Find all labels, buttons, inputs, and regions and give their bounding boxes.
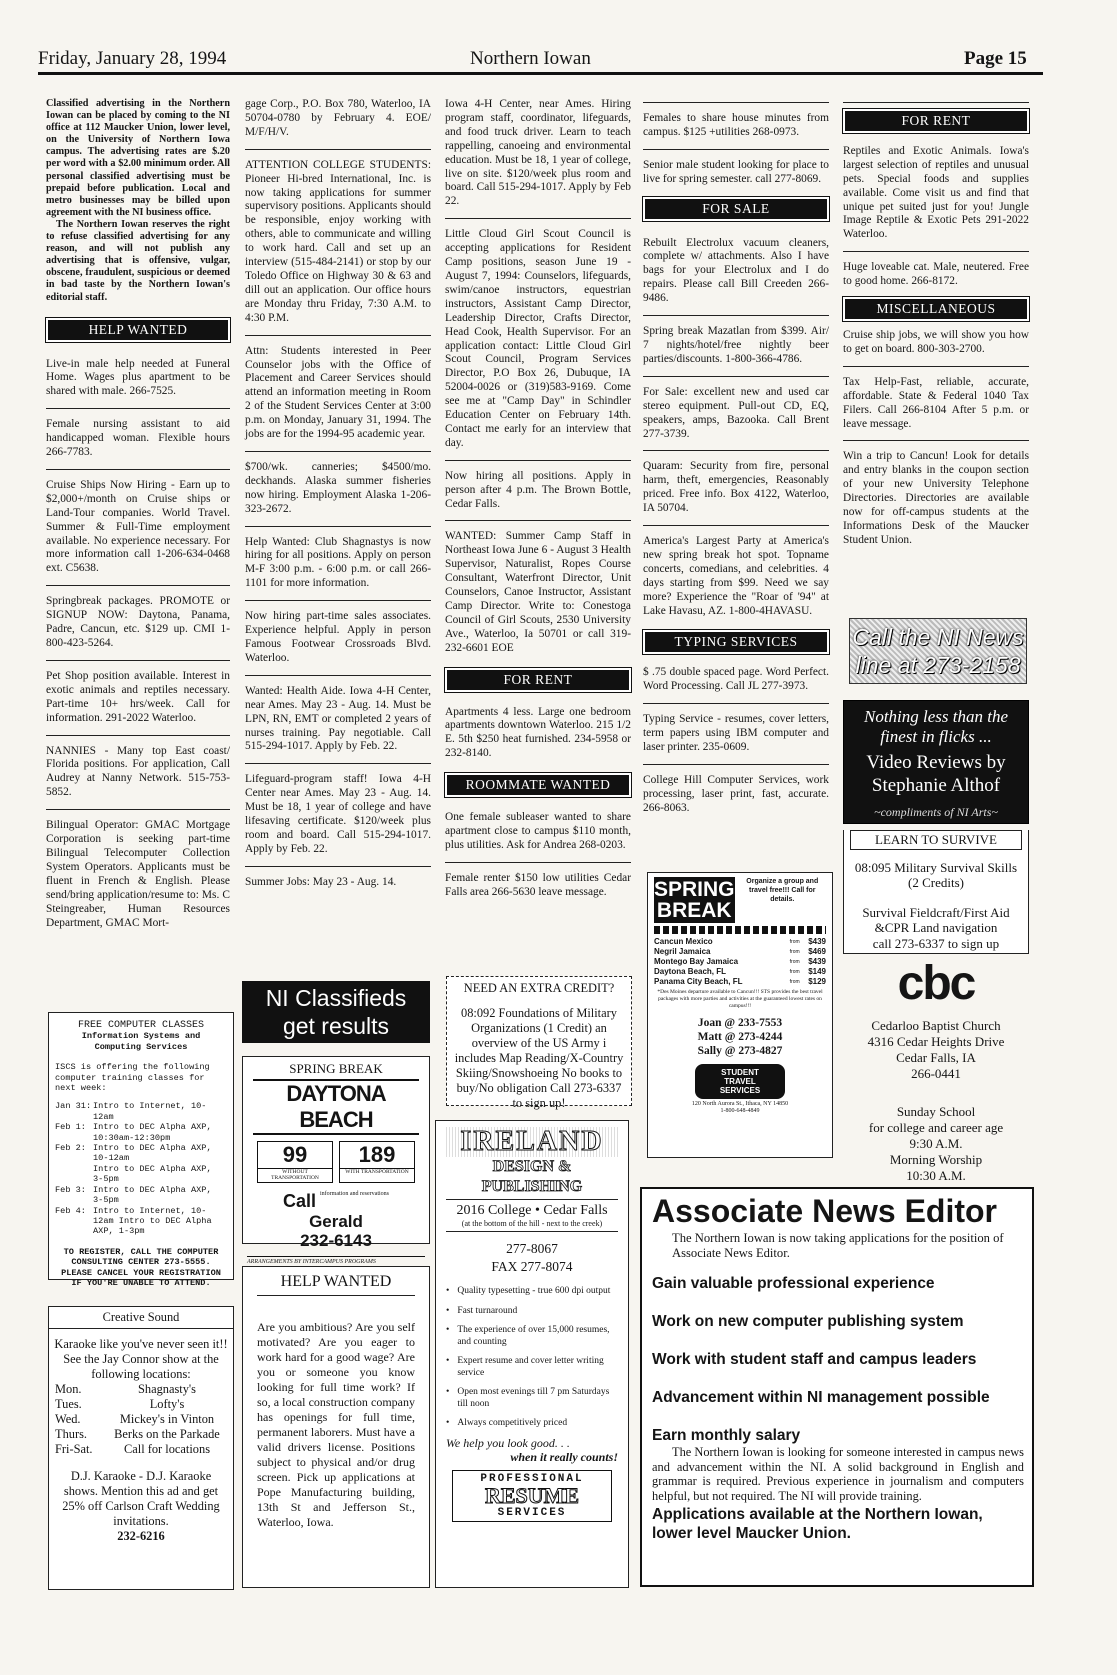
editor-b1: Gain valuable professional experience	[652, 1275, 935, 1292]
sts-dest: Daytona Beach, FL	[654, 967, 727, 976]
nicl-l2: get results	[282, 1013, 390, 1039]
resume-serv: SERVICES	[497, 1506, 567, 1519]
cs-title: Creative Sound	[49, 1307, 233, 1329]
column-3	[445, 98, 631, 900]
daytona-prices	[243, 1141, 429, 1183]
cs-venue: Lofty's	[149, 1397, 185, 1411]
ad-cruise-ship: Cruise ship jobs, we will show you how to get on board. 800-303-2700.	[843, 328, 1029, 355]
video-l3: Video Reviews by	[866, 752, 1006, 773]
cc-date: Feb 2:	[55, 1143, 86, 1154]
ad-college-hill: College Hill Computer Services, work processing, laser print, fast, accurate. 266-8063.	[643, 773, 829, 814]
church-logo: cbc	[897, 957, 975, 1010]
issue-date: Friday, January 28, 1994	[38, 48, 227, 69]
ad-health-aide: Wanted: Health Aide. Iowa 4-H Center, near Ames. May 23 - Aug. 14. Must be LPN, RN, EMT or completed 2 years of nurses training. Pay negotiable. Call 515-294-1017. Apply by Feb. 22.	[245, 684, 431, 753]
feature-item	[446, 1387, 618, 1410]
classified-policy: The Northern Iowan reserves the right to refuse classified advertising for any reason, and will not publish any advertising that is offensive, vulgar, obscene, fraudulent, suspicious or deemed in bad taste by the Northern Iowan's editorial staff.	[46, 218, 230, 303]
ad-cancun-trip: Win a trip to Cancun! Look for details and entry blanks in the coupon section of your new University Telephone Directories. Directories are available now for off-campus students at the Informations Desk of the Maucker Student Union.	[843, 450, 1029, 546]
resume-prof: PROFESSIONAL	[480, 1472, 584, 1485]
church-l4: Morning Worship	[889, 1152, 983, 1167]
cc-sub1: Information Systems and	[81, 1031, 201, 1042]
cc-row	[55, 1164, 227, 1185]
cc-date: Feb 1:	[55, 1122, 86, 1133]
page-number: Page 15	[964, 48, 1027, 69]
cc-row	[55, 1206, 227, 1237]
cs-intro: Karaoke like you've never seen it!!	[54, 1337, 228, 1351]
newsline-l2: line at 273-2158	[855, 652, 1021, 678]
cc-class: Intro to Internet, 10-12am	[93, 1101, 207, 1122]
creative-sound-ad	[48, 1306, 234, 1590]
cs-venue: Shagnasty's	[138, 1382, 196, 1396]
ireland-slogan1: We help you look good. . .	[446, 1435, 570, 1450]
daytona-ad	[242, 1056, 430, 1265]
cs-outro: D.J. Karaoke - D.J. Karaoke shows. Mention this ad and get 25% off Carlson Craft Wedding invitations.	[62, 1469, 220, 1528]
ad-females-share: Females to share house minutes from campus. $125 +utilities 268-0973.	[643, 112, 829, 138]
ad-apartments: Apartments 4 less. Large one bedroom apartments downtown Waterloo. 215 1/2 E. 5th $250 heat furnished. 234-5958 or 232-8140.	[445, 705, 631, 760]
price-1: 99	[282, 1142, 308, 1167]
ad-funeral: Live-in male help needed at Funeral Home. Wages plus apartment to be shared with male. 266-7525.	[46, 357, 230, 398]
sts-fine: *Des Moines departure available to Cancun!!! STS provides the best travel packages with more parties and activities at the guaranteed lowest rates on campus!!!	[657, 989, 823, 1009]
ad-brown-bottle: Now hiring all positions. Apply in person after 4 p.m. The Brown Bottle, Cedar Falls.	[445, 469, 631, 510]
cc-title: FREE COMPUTER CLASSES	[77, 1020, 205, 1031]
feature-text: Always competitively priced	[457, 1418, 568, 1428]
column-5	[843, 98, 1029, 548]
feature-text: Quality typesetting - true 600 dpi output	[457, 1286, 611, 1296]
daytona-arrangements: ARRANGEMENTS BY INTERCAMPUS PROGRAMS	[247, 1256, 425, 1265]
ireland-fax: FAX 277-8074	[491, 1259, 573, 1274]
ad-footwear: Now hiring part-time sales associates. Experience helpful. Apply in person Famous Footwear Crossroads Blvd. Waterloo.	[245, 610, 431, 664]
daytona-title: DAYTONA BEACH	[253, 1079, 419, 1135]
cs-see: See the Jay Connor show at the following locations:	[63, 1352, 219, 1381]
ad-mazatlan: Spring break Mazatlan from $399. Air/ 7 nights/hotel/free nightly beer parties/discounts. 1-800-366-4786.	[643, 325, 829, 365]
for-sale-heading: FOR SALE	[643, 197, 829, 221]
price-box-2	[339, 1141, 415, 1183]
cc-cancel: PLEASE CANCEL YOUR REGISTRATION IF YOU'RE UNABLE TO ATTEND.	[61, 1267, 221, 1288]
cs-day: Fri-Sat.	[55, 1442, 93, 1456]
ireland-phone: 277-8067	[506, 1241, 558, 1256]
sts-price-row	[654, 967, 826, 977]
sts-from: from	[789, 949, 800, 955]
for-rent-heading: FOR RENT	[445, 668, 631, 692]
daytona-call	[243, 1191, 429, 1212]
price-box-1	[257, 1141, 333, 1183]
sts-dest: Panama City Beach, FL	[654, 977, 743, 986]
church-name: Cedarloo Baptist Church	[871, 1018, 1001, 1033]
church-l3: 9:30 A.M.	[909, 1136, 963, 1151]
ad-female-renter: Female renter $150 low utilities Cedar Falls area 266-5630 leave message.	[445, 871, 631, 898]
sts-dest: Negril Jamaica	[654, 947, 711, 956]
video-reviews-ad	[843, 700, 1029, 824]
sts-side: Organize a group and travel free!!! Call for details.	[746, 878, 819, 903]
ad-cruise: Cruise Ships Now Hiring - Earn up to $2,000+/month on Cruise ships or Land-Tour companies. World Travel. Summer & Full-Time employment available. No experience necessary. For more information call 1-206-634-0468 ext. C5638.	[46, 478, 230, 575]
cc-class: Intro to Internet, 10-12am Intro to DEC Alpha AXP, 1-3pm	[93, 1205, 212, 1237]
ad-girl-scouts: Little Cloud Girl Scout Council is accepting applications for Resident Camp positions, season June 19 - August 7, 1994: Counselors, lifeguards, swim/canoe instructors, equestrian instructors, Assistant Camp Director, Leadership Director, Crafts Director, Head Cook, Health Supervisor. For an application contact: Little Cloud Girl Scout Council, Program Services Director, P.O Box 26, Dubuque, IA 52004-0026 or (319)583-9169. Come see me at "Camp Day" in Schindler Education Center on February 14th. Contact me early for an interview that day.	[445, 228, 631, 449]
feature-item	[446, 1325, 618, 1348]
church-address: 4316 Cedar Heights Drive	[867, 1034, 1005, 1049]
resume-word: RESUME	[484, 1482, 580, 1508]
sts-price: $439	[808, 957, 826, 966]
extra-credit-ad	[446, 976, 632, 1110]
hw-title: HELP WANTED	[257, 1273, 415, 1296]
daytona-phone: 232-6143	[300, 1231, 372, 1250]
sts-springbreak-ad	[647, 872, 833, 1158]
cs-day: Wed.	[55, 1412, 81, 1426]
ad-car-stereo: For Sale: excellent new and used car stereo equipment. Pull-out CD, EQ, speakers, amps, Bazooka. Call Brent 277-3739.	[643, 385, 829, 440]
sts-brand: STUDENT TRAVEL SERVICES	[695, 1064, 785, 1099]
cs-venue: Call for locations	[123, 1442, 211, 1456]
editor-b5: Earn monthly salary	[652, 1427, 801, 1444]
church-phone: 266-0441	[911, 1066, 961, 1081]
ad-summer-jobs: Summer Jobs: May 23 - Aug. 14.	[245, 875, 397, 888]
survive-l4: &CPR Land navigation	[874, 920, 998, 935]
cc-date	[55, 1164, 93, 1185]
ad-senior-male: Senior male student looking for place to live for spring semester. call 277-8069.	[643, 158, 829, 185]
column-1	[46, 98, 230, 930]
cs-locations	[55, 1382, 229, 1457]
paper-name: Northern Iowan	[470, 48, 591, 69]
ad-cat: Huge loveable cat. Male, neutered. Free to good home. 266-8172.	[843, 261, 1029, 288]
video-l5: ~compliments of NI Arts~	[874, 805, 998, 819]
typing-heading: TYPING SERVICES	[643, 630, 829, 654]
church-city: Cedar Falls, IA	[896, 1050, 976, 1065]
ad-peer-counselor: Attn: Students interested in Peer Counselor jobs with the Office of Placement and Career Services should attend an information meeting in Room 2 of the Student Services Center at 3:00 p.m. on Monday, January 31, 1994. The jobs are for the 1994-95 academic year.	[245, 344, 431, 441]
sts-break: BREAK	[656, 899, 732, 922]
ni-classifieds-promo	[242, 981, 430, 1043]
ireland-slogan2: when it really counts!	[510, 1449, 618, 1464]
call-small: information and reservations	[320, 1191, 389, 1197]
editor-title: Associate News Editor	[652, 1193, 997, 1229]
palm-border	[654, 926, 826, 934]
sts-header	[654, 877, 826, 923]
ireland-l1: IRELAND	[446, 1127, 618, 1157]
cc-row	[55, 1101, 227, 1122]
feature-text: Expert resume and cover letter writing service	[457, 1356, 604, 1378]
for-rent-heading-2: FOR RENT	[843, 109, 1029, 133]
editor-intro: The Northern Iowan is now taking applications for the position of Associate News Editor.	[672, 1231, 1004, 1260]
ad-typing-service: Typing Service - resumes, cover letters, term papers using IBM computer and laser printer. 235-0609.	[643, 713, 829, 753]
editor-body: The Northern Iowan is looking for someone interested in campus news and advancement within the NI. A solid background in English and grammar is required. Previous experience in journalism and computers helpful, but not required. The NI will provide training.	[652, 1445, 1024, 1503]
misc-heading: MISCELLANEOUS	[843, 297, 1029, 321]
sts-from: from	[789, 959, 800, 965]
sts-price-row	[654, 977, 826, 987]
feature-item	[446, 1418, 618, 1430]
cs-day: Mon.	[55, 1382, 82, 1396]
daytona-small: SPRING BREAK	[289, 1061, 383, 1076]
bullet-icon: •	[446, 1305, 450, 1316]
sts-dest: Cancun Mexico	[654, 937, 713, 946]
ad-alaska: $700/wk. canneries; $4500/mo. deckhands. Alaska summer fisheries now hiring. Employment Alaska 1-206-323-2672.	[245, 460, 431, 515]
cs-venue: Mickey's in Vinton	[119, 1412, 215, 1426]
ad-conestoga: WANTED: Summer Camp Staff in Northeast Iowa June 6 - August 3 Health Supervisor, Naturalist, Ropes Course Consultant, Waterfront Director, Unit Counselors, Canoe Instructor, Assistant Camp Director. Write to: Conestoga Council of Girl Scouts, 2530 University Ave., Waterloo, Ia 50701 or call 319-232-6601 EOE	[445, 530, 631, 654]
price-2-label: WITH TRANSPORTATION	[340, 1168, 414, 1175]
ad-lifeguard: Lifeguard-program staff! Iowa 4-H Center near Ames. May 23 - Aug. 14. Must be 18, 1 year of college and have lifesaving certificate. $120/week plus room and board. Call 515-294-1017. Apply by Feb. 22.	[245, 773, 431, 855]
sts-address: 120 North Aurora St., Ithaca, NY 14850	[691, 1101, 789, 1107]
feature-text: Open most evenings till 7 pm Saturdays till noon	[457, 1387, 610, 1409]
resume-logo	[452, 1470, 612, 1522]
church-l1: Sunday School	[896, 1104, 976, 1119]
editor-b2: Work on new computer publishing system	[652, 1313, 964, 1330]
roommate-heading: ROOMMATE WANTED	[445, 773, 631, 797]
ad-nannies: NANNIES - Many top East coast/ Florida positions. For application, Call Audrey at Nanny Network. 515-753-5852.	[46, 744, 230, 799]
feature-item	[446, 1356, 618, 1379]
construction-ad	[242, 1266, 430, 1588]
sts-logo	[654, 877, 735, 923]
survive-l3: Survival Fieldcraft/First Aid	[862, 904, 1010, 920]
cc-date: Jan 31:	[55, 1101, 92, 1112]
ad-reptiles: Reptiles and Exotic Animals. Iowa's largest selection of reptiles and unusual pets. Special foods and supplies available. Come visit us and find that unique pet suited just for you! Jungle Image Reptile & Exotic Pets 291-2022 Waterloo.	[843, 144, 1029, 241]
cc-class: Intro to DEC Alpha AXP, 10-12am	[93, 1143, 212, 1164]
hw-body: Are you ambitious? Are you self motivated? Are you eager to work hard for a good wage? Are you or someone you know looking for full time work? If so, a local construction company has openings for full time, permanent laborers. Must have a valid drivers license. Positions subject to physical and/or drug screen. Pick up applications at Pope Manufacturing building, 13th St and Jefferson St., Waterloo, Iowa.	[257, 1320, 415, 1529]
bullet-icon: •	[446, 1356, 450, 1366]
church-ad	[843, 957, 1029, 1183]
nicl-l1: NI Classifieds	[265, 985, 407, 1011]
ad-typing-jl: $ .75 double spaced page. Word Perfect. Word Processing. Call JL 277-3973.	[643, 666, 829, 693]
ad-gmac-cont: gage Corp., P.O. Box 780, Waterloo, IA 50704-0780 by February 4. EOE/ M/F/H/V.	[245, 98, 431, 138]
cs-venue: Berks on the Parkade	[114, 1427, 220, 1441]
bullet-icon: •	[446, 1286, 450, 1296]
video-l2: finest in flicks ...	[880, 727, 992, 746]
feature-text: Fast turnaround	[457, 1305, 518, 1316]
ad-springbreak: Springbreak packages. PROMOTE or SIGNUP NOW: Daytona, Panama, Padre, Cancun, etc. $129 up. CMI 1-800-423-5264.	[46, 595, 230, 649]
survive-l1: 08:095 Military Survival Skills	[854, 859, 1018, 875]
header-rule	[38, 72, 1043, 75]
sts-contact-3: Sally @ 273-4827	[697, 1045, 783, 1057]
feature-item	[446, 1286, 618, 1298]
ad-subleaser: One female subleaser wanted to share apartment close to campus $110 month, plus utilities. Ask for Andrea 268-0203.	[445, 811, 631, 851]
ad-4h-center: Iowa 4-H Center, near Ames. Hiring program staff, coordinator, lifeguards, and food truck driver. Learn to teach rappelling, canoeing and environmental education. Must be 18, 1 year of college, live on site. $120/week plus room and board. Call 515-294-1017. Apply by Feb 22.	[445, 98, 631, 208]
sts-from: from	[789, 939, 800, 945]
cc-schedule	[55, 1101, 227, 1236]
cc-register: TO REGISTER, CALL THE COMPUTER CONSULTING CENTER 273-5555.	[63, 1246, 219, 1268]
sts-price-row	[654, 947, 826, 957]
ad-tax-help: Tax Help-Fast, reliable, accurate, affordable. State & Federal 1040 Tax Filers. Call 266-8104 After 5 p.m. or leave message.	[843, 375, 1029, 430]
survive-title: LEARN TO SURVIVE	[850, 830, 1022, 850]
cc-class: Intro to DEC Alpha AXP, 3-5pm	[93, 1184, 212, 1206]
cc-sub2: Computing Services	[94, 1041, 188, 1052]
cs-day: Tues.	[55, 1397, 82, 1411]
column-2	[245, 98, 431, 890]
computer-classes-ad	[48, 1012, 234, 1288]
sts-price: $439	[808, 937, 826, 946]
video-l1: Nothing less than the	[863, 707, 1009, 726]
call-word: Call	[283, 1191, 317, 1211]
cc-row	[55, 1122, 227, 1143]
cc-date: Feb 3:	[55, 1184, 86, 1195]
ad-nursing: Female nursing assistant to aid handicapped woman. Flexible hours 266-7783.	[46, 418, 230, 459]
cc-intro: ISCS is offering the following computer training classes for next week:	[55, 1062, 210, 1094]
sts-contact-1: Joan @ 233-7553	[697, 1017, 783, 1029]
ad-quaram: Quaram: Security from fire, personal harm, theft, emergencies, Reasonably priced. Free info. Box 4122, Waterloo, IA 50704.	[643, 460, 829, 515]
cc-row	[55, 1185, 227, 1206]
sts-prices	[654, 937, 826, 987]
cc-row	[55, 1143, 227, 1164]
bullet-icon: •	[446, 1418, 450, 1428]
price-2: 189	[358, 1142, 396, 1167]
ni-newsline-ad	[849, 618, 1027, 684]
ireland-ad	[435, 1120, 629, 1588]
help-wanted-heading: HELP WANTED	[46, 318, 230, 342]
associate-editor-ad	[640, 1187, 1034, 1587]
sts-contact-2: Matt @ 273-4244	[697, 1031, 783, 1043]
survive-l2: (2 Credits)	[908, 875, 964, 890]
sts-from: from	[789, 969, 800, 975]
sts-price-row	[654, 957, 826, 967]
feature-text: The experience of over 15,000 resumes, and counting	[457, 1325, 610, 1347]
ad-gmac: Bilingual Operator: GMAC Mortgage Corporation is seeking part-time Bilingual Telecomputer Collection System Operators. Applicants must be fluent in French & English. Please send/bring application/resume to: Ms. C Steingreaber, Human Resources Department, GMAC Mort-	[46, 819, 230, 929]
ireland-addr: 2016 College • Cedar Falls	[446, 1199, 618, 1219]
ireland-features	[446, 1286, 618, 1430]
sts-spring: SPRING	[654, 878, 735, 901]
church-l5: 10:30 A.M.	[906, 1168, 966, 1183]
video-l4: Stephanie Althof	[871, 775, 1001, 796]
cc-date: Feb 4:	[55, 1205, 86, 1216]
credit-body: 08:092 Foundations of Military Organizations (1 Credit) an overview of the US Army i includes Map Reading/X-Country Skiing/Snowshoeing No books to buy/No obligation Call 273-6337 to sign up!	[454, 1006, 624, 1110]
credit-title: NEED AN EXTRA CREDIT?	[463, 981, 615, 995]
ad-petshop: Pet Shop position available. Interest in exotic animals and reptiles necessary. Part-time 10+ hrs/week. Call for information. 291-2022 Waterloo.	[46, 669, 230, 724]
editor-b4: Advancement within NI management possible	[652, 1389, 990, 1406]
sts-price-row	[654, 937, 826, 947]
sts-tel: 1-800-648-4849	[720, 1108, 760, 1114]
ireland-l2: DESIGN & PUBLISHING	[481, 1158, 583, 1195]
ad-pioneer: ATTENTION COLLEGE STUDENTS: Pioneer Hi-bred International, Inc. is now taking applications for summer supervisory positions. Applicants should be responsible, enjoy working with others, able to communicate and willing to work hard. Call and set up an interview (515-484-2141) or stop by our Toledo Office on Highway 30 & 63 and dill out an application. Our office hours are Monday thru Friday, 7:30 A.M. to 4:30 P.M.	[245, 158, 431, 324]
cs-phone: 232-6216	[117, 1529, 165, 1543]
bullet-icon: •	[446, 1325, 450, 1335]
cc-class: Intro to DEC Alpha AXP, 10:30am-12:30pm	[93, 1122, 212, 1143]
sts-dest: Montego Bay Jamaica	[654, 957, 739, 966]
sts-price: $149	[808, 967, 826, 976]
survive-l5: call 273-6337 to sign up	[872, 935, 1000, 951]
newsline-l1: Call the NI News	[852, 624, 1024, 650]
bullet-icon: •	[446, 1387, 450, 1397]
sts-from: from	[789, 979, 800, 985]
feature-item	[446, 1306, 618, 1318]
column-4	[643, 98, 829, 816]
daytona-name: Gerald	[309, 1212, 363, 1231]
ad-shagnastys: Help Wanted: Club Shagnastys is now hiring for all positions. Apply on person M-F 3:00 p.m. - 6:00 p.m. or call 266-1101 for more information.	[245, 535, 431, 590]
church-l2: for college and career age	[868, 1120, 1004, 1135]
classified-intro: Classified advertising in the Northern Iowan can be placed by coming to the NI office at 112 Maucker Union, lower level, on the University of Northern Iowa campus. The advertising rates are $.20 per word with a $2.00 minimum order. All personal classified advertising must be prepaid before publication. Local and metro businesses may be billed upon agreement with the NI business office.	[46, 98, 230, 218]
ad-havasu: America's Largest Party at America's new spring break hot spot. Topname concerts, comedians, and celebrities. 4 days starting from $99. Need we say more? Experience the "Roar of '94" at Lake Havasu, AZ. 1-800-4HAVASU.	[643, 535, 829, 617]
sts-badge	[654, 1064, 826, 1099]
cc-class: Intro to DEC Alpha AXP, 3-5pm	[93, 1163, 212, 1185]
editor-b3: Work with student staff and campus leaders	[652, 1351, 977, 1368]
sts-price: $129	[808, 977, 826, 986]
survive-ad	[843, 830, 1029, 954]
sts-price: $469	[808, 947, 826, 956]
editor-close: Applications available at the Northern Iowan, lower level Maucker Union.	[652, 1506, 983, 1543]
ireland-sub: (at the bottom of the hill - next to the creek)	[446, 1219, 618, 1232]
cs-day: Thurs.	[55, 1427, 88, 1441]
ad-electrolux: Rebuilt Electrolux vacuum cleaners, complete w/ attachments. Also I have bags for your Electrolux and I do repairs. Please call Bill Creeden 266-9486.	[643, 236, 829, 305]
price-1-label: WITHOUT TRANSPORTATION	[258, 1168, 332, 1181]
